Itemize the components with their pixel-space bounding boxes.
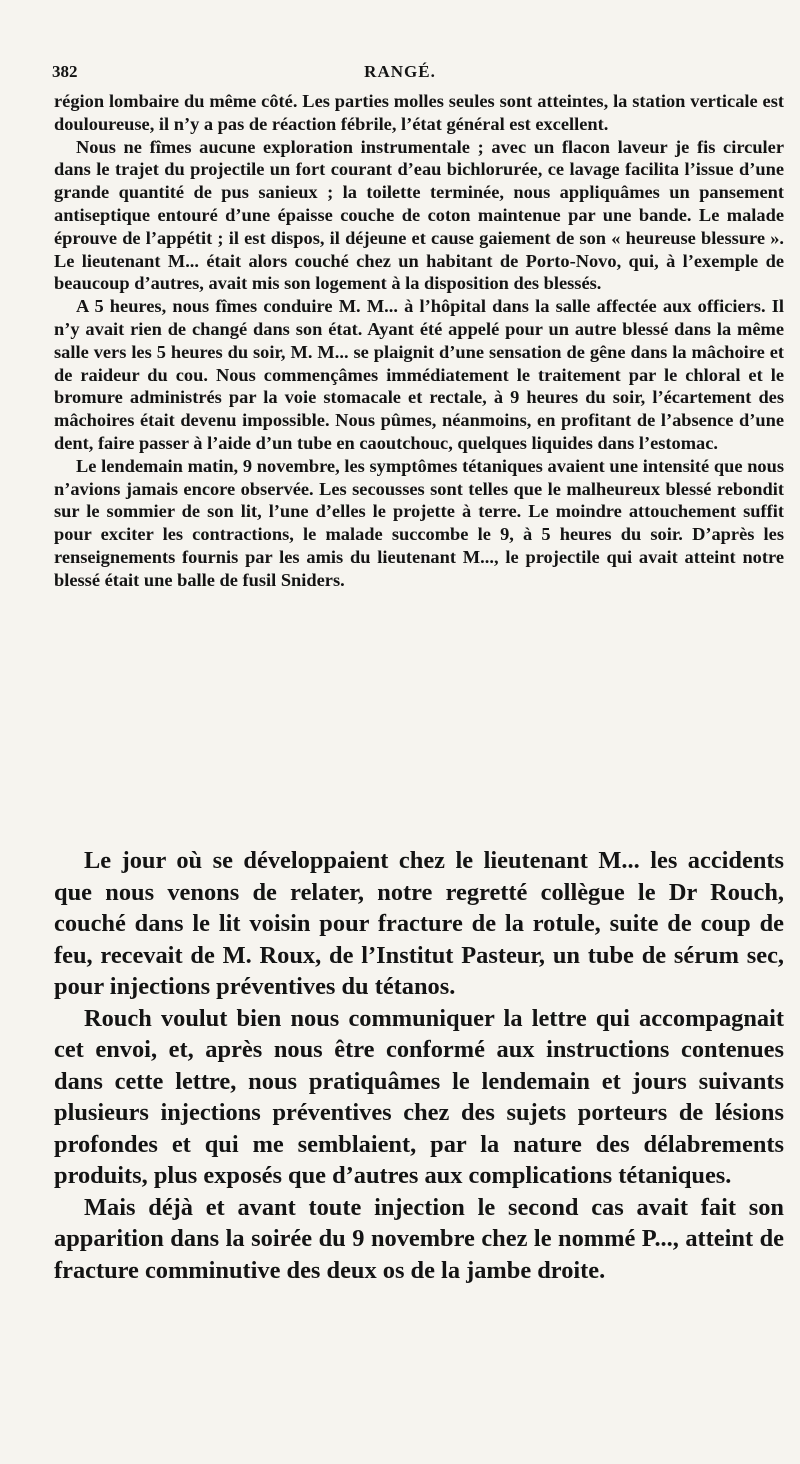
large-print-section xyxy=(54,845,784,1286)
paragraph: Le jour où se développaient chez le lieutenant M... les accidents que nous venons de relater, notre regretté collègue le Dr Rouch, couché dans le lit voisin pour fracture de la rotule, suite de coup de feu, recevait de M. Roux, de l’Institut Pasteur, un tube de sérum sec, pour injections préventives du tétanos. xyxy=(54,847,784,1000)
page-number: 382 xyxy=(52,62,78,81)
paragraph: Nous ne fîmes aucune exploration instrumentale ; avec un flacon laveur je fis circuler dans le trajet du projectile un fort courant d’eau bichlorurée, ce lavage facilita l’issue d’une grande quantité de pus sanieux ; la toilette terminée, nous appliquâmes un pansement antiseptique entouré d’une épaisse couche de coton maintenue par une bande. Le malade éprouve de l’appétit ; il est dispos, il déjeune et cause gaiement de son « heureuse blessure ». Le lieutenant M... était alors couché chez un habitant de Porto-Novo, qui, à l’exemple de beaucoup d’autres, avait mis son logement à la disposition des blessés. xyxy=(54,136,784,294)
paragraph: A 5 heures, nous fîmes conduire M. M... à l’hôpital dans la salle affectée aux officiers. Il n’y avait rien de changé dans son état. Ayant été appelé pour un autre blessé dans la même salle vers les 5 heures du soir, M. M... se plaignit d’une sensation de gêne dans la mâchoire et de raideur du cou. Nous commençâmes immédiatement le traitement par le chloral et le bromure administrés par la voie stomacale et rectale, à 9 heures du soir, l’écartement des mâchoires était devenu impossible. Nous pûmes, néanmoins, en profitant de l’absence d’une dent, faire passer à l’aide d’un tube en caoutchouc, quelques liquides dans l’estomac. xyxy=(54,296,784,453)
paragraph: Le lendemain matin, 9 novembre, les symptômes tétaniques avaient une intensité que nous n’avions jamais encore observée. Les secousses sont telles que le malheureux blessé rebondit sur le sommier de son lit, l’une d’elles le projette à terre. Le moindre attouchement suffit pour exciter les contractions, le malade succombe le 9, à 5 heures du soir. D’après les renseignements fournis par les amis du lieutenant M..., le projectile qui avait atteint notre blessé était une balle de fusil Sniders. xyxy=(54,455,784,590)
paragraph: Mais déjà et avant toute injection le second cas avait fait son apparition dans la soirée du 9 novembre chez le nommé P..., atteint de fracture comminutive des deux os de la jambe droite. xyxy=(54,1193,784,1284)
page-header xyxy=(52,62,748,86)
paragraph: région lombaire du même côté. Les parties molles seules sont atteintes, la station verticale est douloureuse, il n’y a pas de réaction fébrile, l’état général est excellent. xyxy=(54,91,784,134)
small-print-section xyxy=(54,90,784,592)
running-title: RANGÉ. xyxy=(364,62,436,81)
paragraph: Rouch voulut bien nous communiquer la lettre qui accompagnait cet envoi, et, après nous être conformé aux instructions contenues dans cette lettre, nous pratiquâmes le lendemain et jours suivants plusieurs injections préventives chez des sujets porteurs de lésions profondes et qui me semblaient, par la nature des délabrements produits, plus exposés que d’autres aux complications tétaniques. xyxy=(54,1004,784,1189)
